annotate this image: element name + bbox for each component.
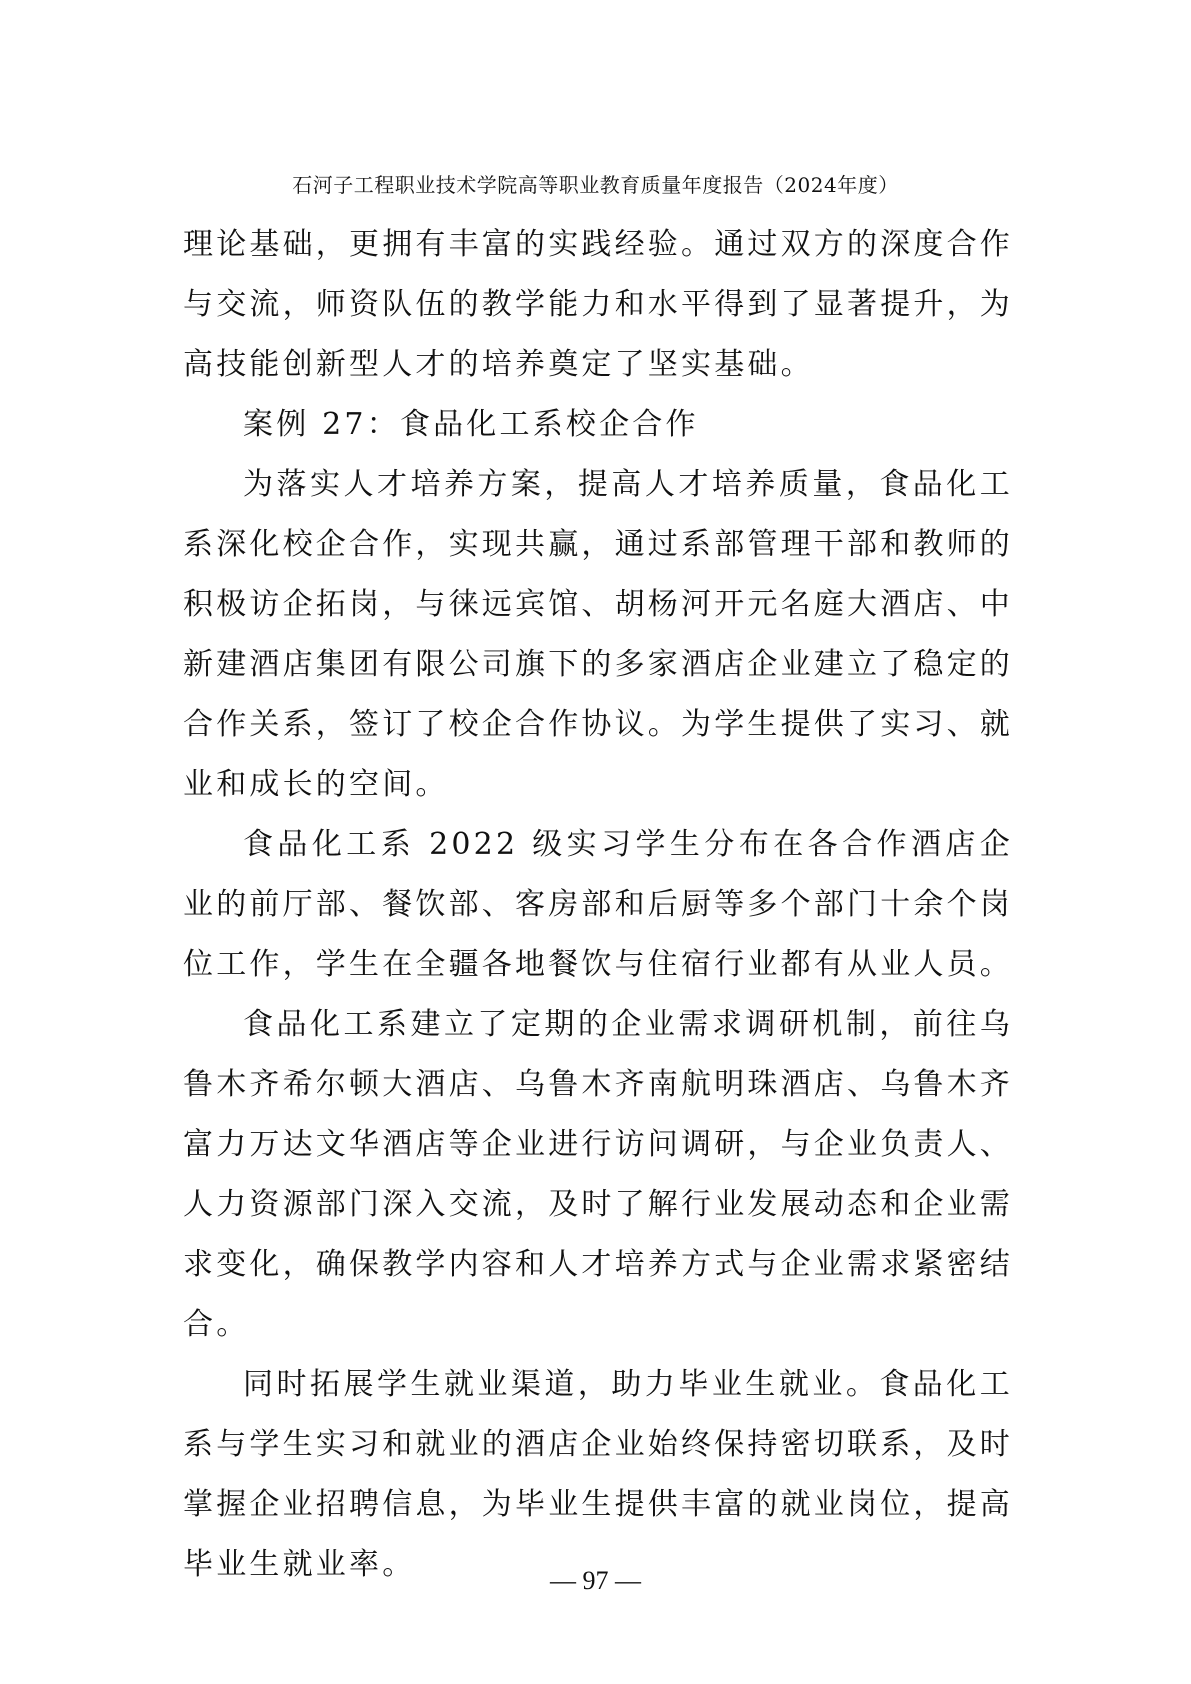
running-header: 石河子工程职业技术学院高等职业教育质量年度报告（2024年度） (292, 173, 899, 197)
body-text (183, 215, 1013, 1595)
paragraph: 食品化工系建立了定期的企业需求调研机制，前往乌鲁木齐希尔顿大酒店、乌鲁木齐南航明珠酒店、乌鲁木齐富力万达文华酒店等企业进行访问调研，与企业负责人、人力资源部门深入交流，及时了解行业发展动态和企业需求变化，确保教学内容和人才培养方式与企业需求紧密结合。 (183, 1007, 1013, 1342)
paragraph: 为落实人才培养方案，提高人才培养质量，食品化工系深化校企合作，实现共赢，通过系部管理干部和教师的积极访企拓岗，与徕远宾馆、胡杨河开元名庭大酒店、中新建酒店集团有限公司旗下的多家酒店企业建立了稳定的合作关系，签订了校企合作协议。为学生提供了实习、就业和成长的空间。 (183, 467, 1013, 802)
paragraph: 同时拓展学生就业渠道，助力毕业生就业。食品化工系与学生实习和就业的酒店企业始终保持密切联系，及时掌握企业招聘信息，为毕业生提供丰富的就业岗位，提高毕业生就业率。 (183, 1367, 1013, 1582)
paragraph-continuation: 理论基础，更拥有丰富的实践经验。通过双方的深度合作与交流，师资队伍的教学能力和水平得到了显著提升，为高技能创新型人才的培养奠定了坚实基础。 (183, 227, 1013, 382)
paragraph: 食品化工系 2022 级实习学生分布在各合作酒店企业的前厅部、餐饮部、客房部和后厨等多个部门十余个岗位工作，学生在全疆各地餐饮与住宿行业都有从业人员。 (183, 827, 1013, 982)
case-heading: 案例 27：食品化工系校企合作 (243, 407, 699, 442)
page-number: — 97 — (550, 1566, 641, 1595)
